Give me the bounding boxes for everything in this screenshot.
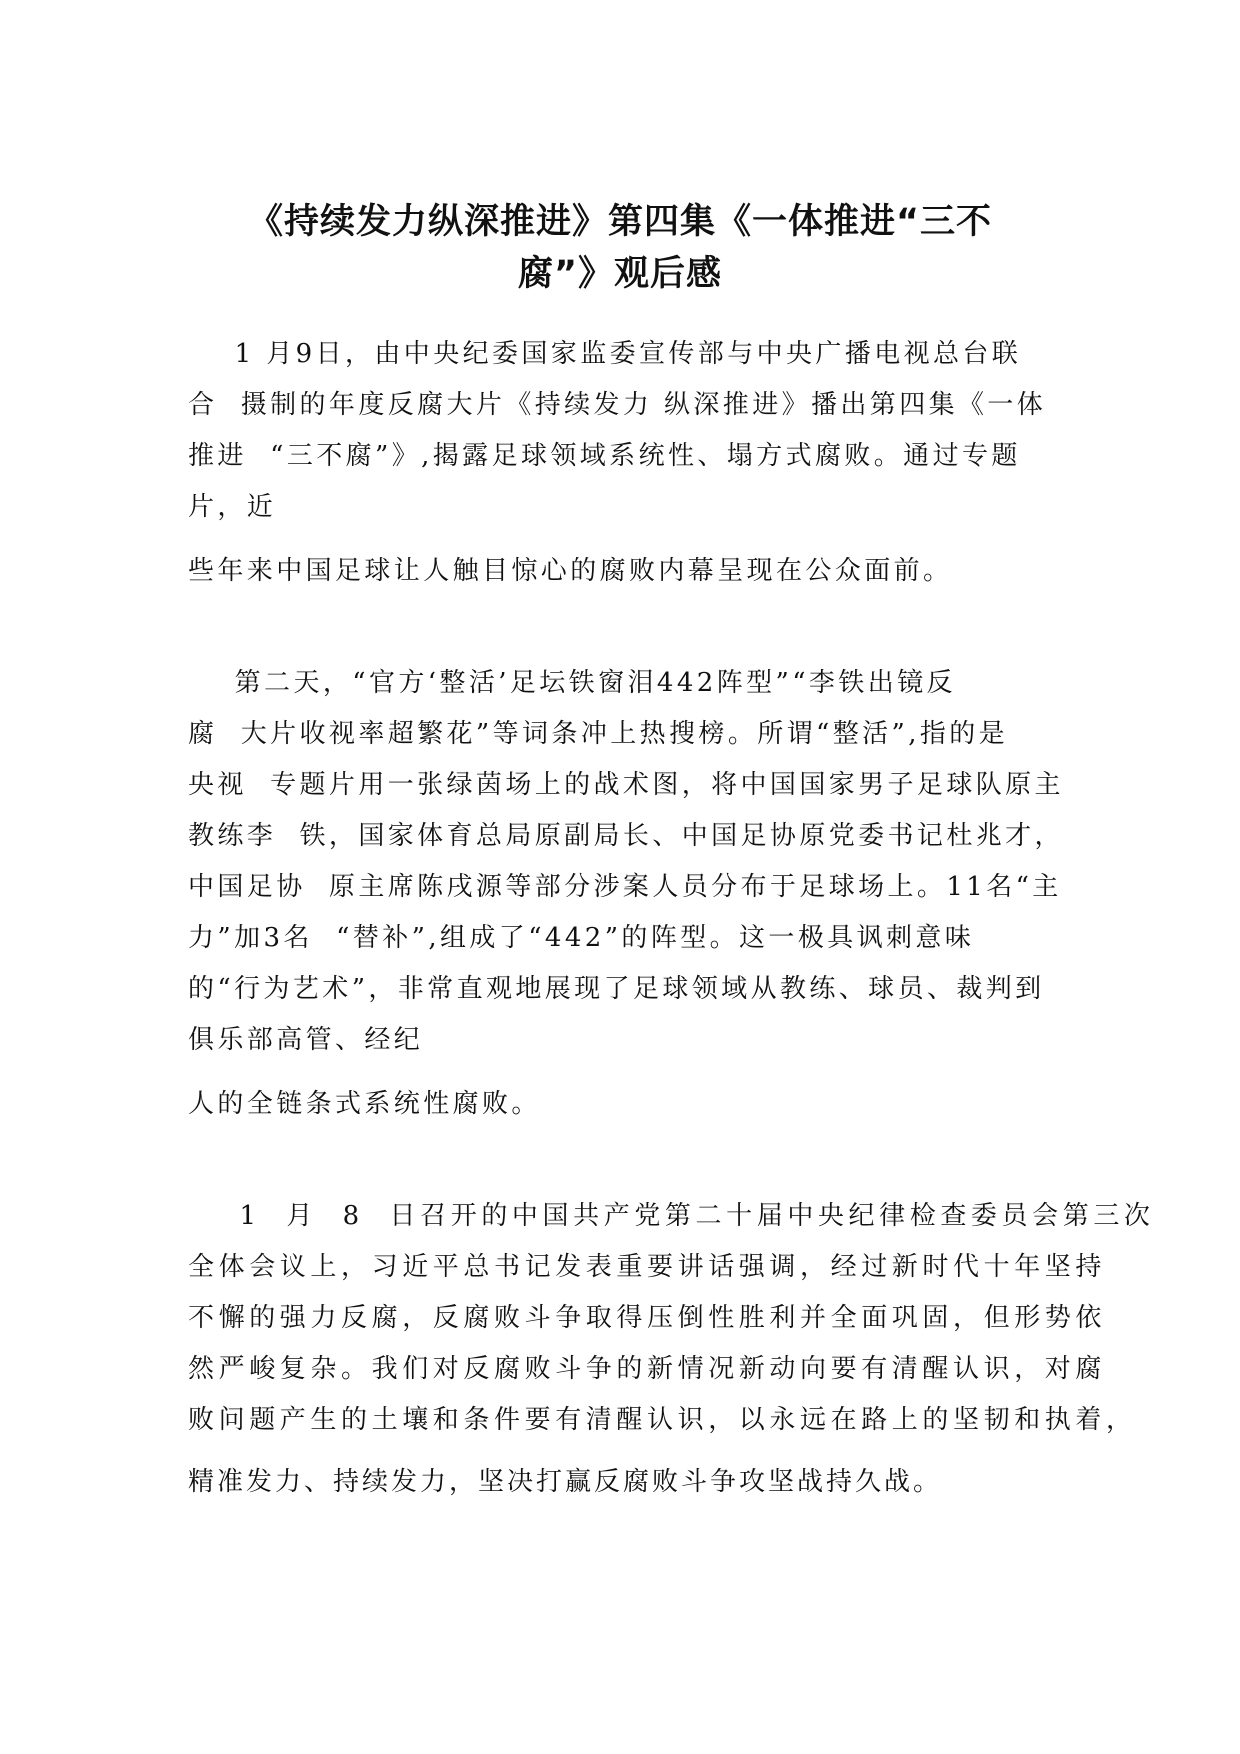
paragraph-3-line-6: 精准发力、持续发力，坚决打赢反腐败斗争攻坚战持久战。 (188, 1467, 943, 1497)
paragraph-1-line-3: 推进 “三不腐”》,揭露足球领域系统性、塌方式腐败。通过专题 (188, 441, 1021, 471)
paragraph-2-line-9: 人的全链条式系统性腐败。 (188, 1089, 541, 1119)
title-line-2: 腐”》观后感 (517, 254, 722, 294)
paragraph-2-line-5: 中国足协 原主席陈戌源等部分涉案人员分布于足球场上。11名“主 (188, 872, 1062, 902)
title-line-1: 《持续发力纵深推进》第四集《一体推进“三不 (247, 202, 992, 242)
paragraph-2-line-3: 央视 专题片用一张绿茵场上的战术图，将中国国家男子足球队原主 (188, 770, 1064, 800)
paragraph-3-line-1: 1 月 8 日召开的中国共产党第二十届中央纪律检查委员会第三次 (188, 1201, 1155, 1231)
paragraph-3-line-4: 然严峻复杂。我们对反腐败斗争的新情况新动向要有清醒认识，对腐 (188, 1354, 1107, 1384)
paragraph-2-line-2: 腐 大片收视率超繁花”等词条冲上热搜榜。所谓“整活”,指的是 (188, 719, 1009, 749)
paragraph-2-line-8: 俱乐部高管、经纪 (188, 1025, 424, 1055)
paragraph-3-line-3: 不懈的强力反腐，反腐败斗争取得压倒性胜利并全面巩固，但形势依 (188, 1303, 1107, 1333)
document-title (180, 196, 1060, 300)
paragraph-1-line-1: 1 月9日，由中央纪委国家监委宣传部与中央广播电视总台联 (188, 339, 1022, 369)
paragraph-2-line-7: 的“行为艺术”，非常直观地展现了足球领域从教练、球员、裁判到 (188, 974, 1045, 1004)
paragraph-1-line-4: 片，近 (188, 492, 277, 522)
paragraph-3-line-2: 全体会议上，习近平总书记发表重要讲话强调，经过新时代十年坚持 (188, 1252, 1107, 1282)
paragraph-1-line-2: 合 摄制的年度反腐大片《持续发力 纵深推进》播出第四集《一体 (188, 390, 1047, 420)
paragraph-2-line-4: 教练李 铁，国家体育总局原副局长、中国足协原党委书记杜兆才， (188, 821, 1064, 851)
paragraph-2-line-6: 力”加3名 “替补”,组成了“442”的阵型。这一极具讽刺意味 (188, 923, 975, 953)
paragraph-2-line-1: 第二天，“官方‘整活’足坛铁窗泪442阵型”“李铁出镜反 (188, 668, 956, 698)
paragraph-1-line-5: 些年来中国足球让人触目惊心的腐败内幕呈现在公众面前。 (188, 556, 953, 586)
paragraph-3-line-5: 败问题产生的土壤和条件要有清醒认识，以永远在路上的坚韧和执着， (188, 1405, 1137, 1435)
